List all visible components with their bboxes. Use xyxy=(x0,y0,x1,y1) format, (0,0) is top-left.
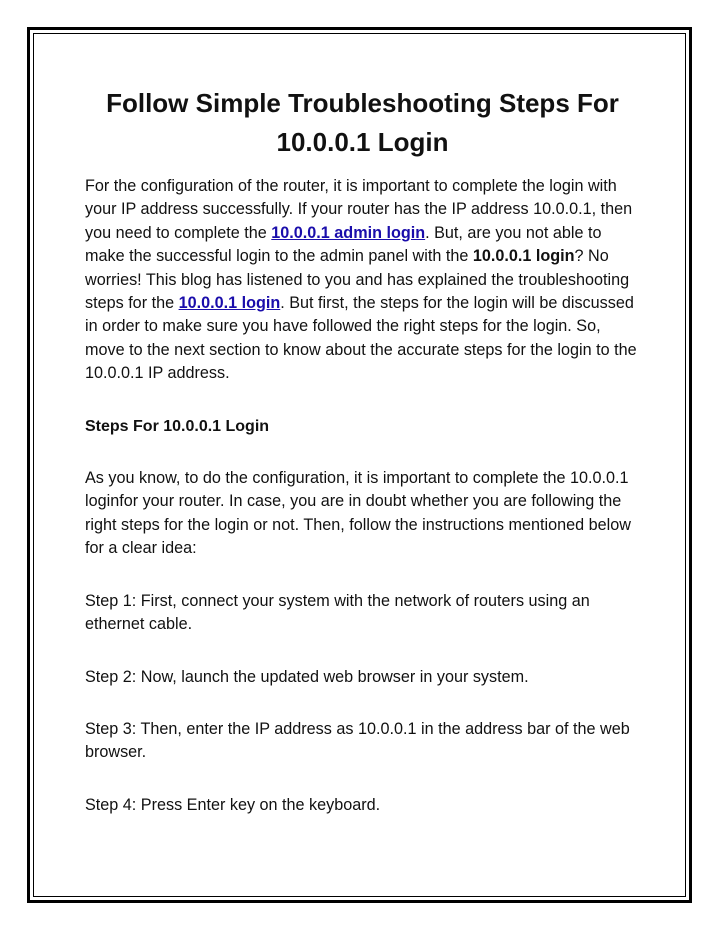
step-4: Step 4: Press Enter key on the keyboard. xyxy=(85,795,381,814)
section-heading: Steps For 10.0.0.1 Login xyxy=(85,417,270,435)
step-2: Step 2: Now, launch the updated web browser in your system. xyxy=(85,667,529,686)
document-title: Follow Simple Troubleshooting Steps For 10.0.0.1 Login xyxy=(106,88,619,157)
intro-text-4: . But first, the steps for the login will be discussed in order to make sure you have followed the right steps for the login. So, move to the next section to know about the accurate steps for the login to the 10.0.0.1 IP address. xyxy=(85,294,637,383)
login-link[interactable]: 10.0.0.1 login xyxy=(178,294,281,313)
intro-text-1: For the configuration of the router, it is important to complete the login with your IP address successfully. If your router has the IP address 10.0.0.1, then you need to complete the xyxy=(85,177,633,242)
intro-bold-login: 10.0.0.1 login xyxy=(472,247,575,266)
document-content xyxy=(85,84,640,817)
admin-login-link[interactable]: 10.0.0.1 admin login xyxy=(271,223,426,242)
step-3: Step 3: Then, enter the IP address as 10.0.0.1 in the address bar of the web browser. xyxy=(85,719,630,762)
intro-text-3: ? No worries! This blog has listened to you and has explained the troubleshooting steps for the xyxy=(85,247,630,313)
step-1: Step 1: First, connect your system with the network of routers using an ethernet cable. xyxy=(85,591,590,634)
intro-text-2: . But, are you not able to make the successful login to the admin panel with the xyxy=(85,223,602,266)
intro-paragraph xyxy=(85,175,640,386)
steps-intro-paragraph: As you know, to do the configuration, it is important to complete the 10.0.0.1 loginfor your router. In case, you are in doubt whether you are following the right steps for the login or not. Then, follow the instructions mentioned below for a clear idea: xyxy=(85,469,631,558)
